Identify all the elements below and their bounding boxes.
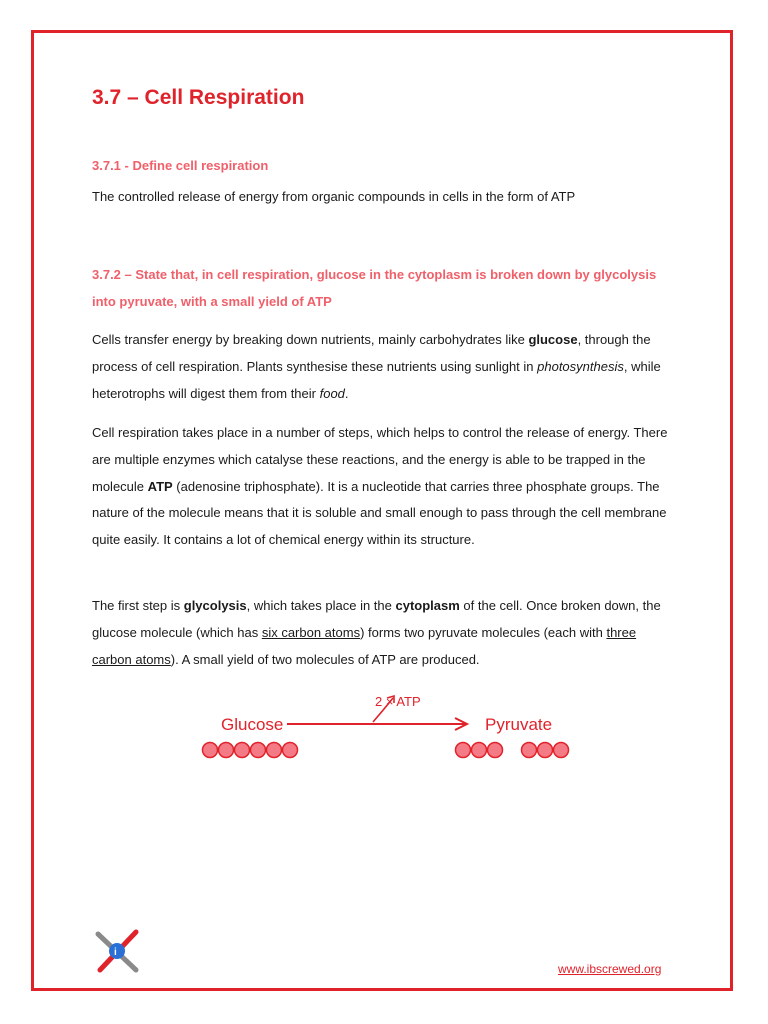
carbon-atom — [203, 743, 218, 758]
atp-label: 2 × ATP — [375, 694, 421, 709]
carbon-atom — [456, 743, 471, 758]
carbon-atom — [488, 743, 503, 758]
carbon-atom — [251, 743, 266, 758]
glucose-carbon-chain — [203, 743, 298, 758]
pyruvate-carbon-chain-2 — [522, 743, 569, 758]
carbon-atom — [554, 743, 569, 758]
section-heading-3-7-1: 3.7.1 - Define cell respiration — [92, 158, 269, 173]
glucose-label: Glucose — [221, 715, 284, 734]
carbon-atom — [267, 743, 282, 758]
pyruvate-label: Pyruvate — [485, 715, 553, 734]
carbon-atom — [472, 743, 487, 758]
carbon-atom — [283, 743, 298, 758]
glycolysis-diagram — [195, 686, 585, 766]
website-link[interactable]: www.ibscrewed.org — [558, 962, 662, 976]
paragraph-atp: Cell respiration takes place in a number of steps, which helps to control the release of energy. There are multiple enzymes which catalyse these reactions, and the energy is able to be trapped in the molecule ATP (adenosine triphosphate). It is a nucleotide that carries three phosphate groups. The nature of the molecule means that it is soluble and small enough to pass through the cell membrane quite easily. It contains a lot of chemical energy within its structure. — [92, 425, 668, 548]
carbon-atom — [219, 743, 234, 758]
paragraph-nutrients: Cells transfer energy by breaking down nutrients, mainly carbohydrates like glucose, through the process of cell respiration. Plants synthesise these nutrients using sunlight in photosynthesis, while heterotrophs will digest them from their food. — [92, 332, 661, 401]
ibscrewed-logo — [92, 926, 142, 976]
section-heading-3-7-2: 3.7.2 – State that, in cell respiration, glucose in the cytoplasm is broken down by glycolysis into pyruvate, with a small yield of ATP — [92, 267, 657, 309]
pyruvate-carbon-chain-1 — [456, 743, 503, 758]
svg-text:i: i — [114, 947, 117, 958]
carbon-atom — [522, 743, 537, 758]
carbon-atom — [538, 743, 553, 758]
page-title: 3.7 – Cell Respiration — [92, 86, 305, 109]
definition-text: The controlled release of energy from organic compounds in cells in the form of ATP — [92, 189, 576, 204]
carbon-atom — [235, 743, 250, 758]
paragraph-glycolysis: The first step is glycolysis, which takes place in the cytoplasm of the cell. Once broken down, the glucose molecule (which has six carbon atoms) forms two pyruvate molecules (each with three carbon atoms). A small yield of two molecules of ATP are produced. — [92, 598, 661, 667]
